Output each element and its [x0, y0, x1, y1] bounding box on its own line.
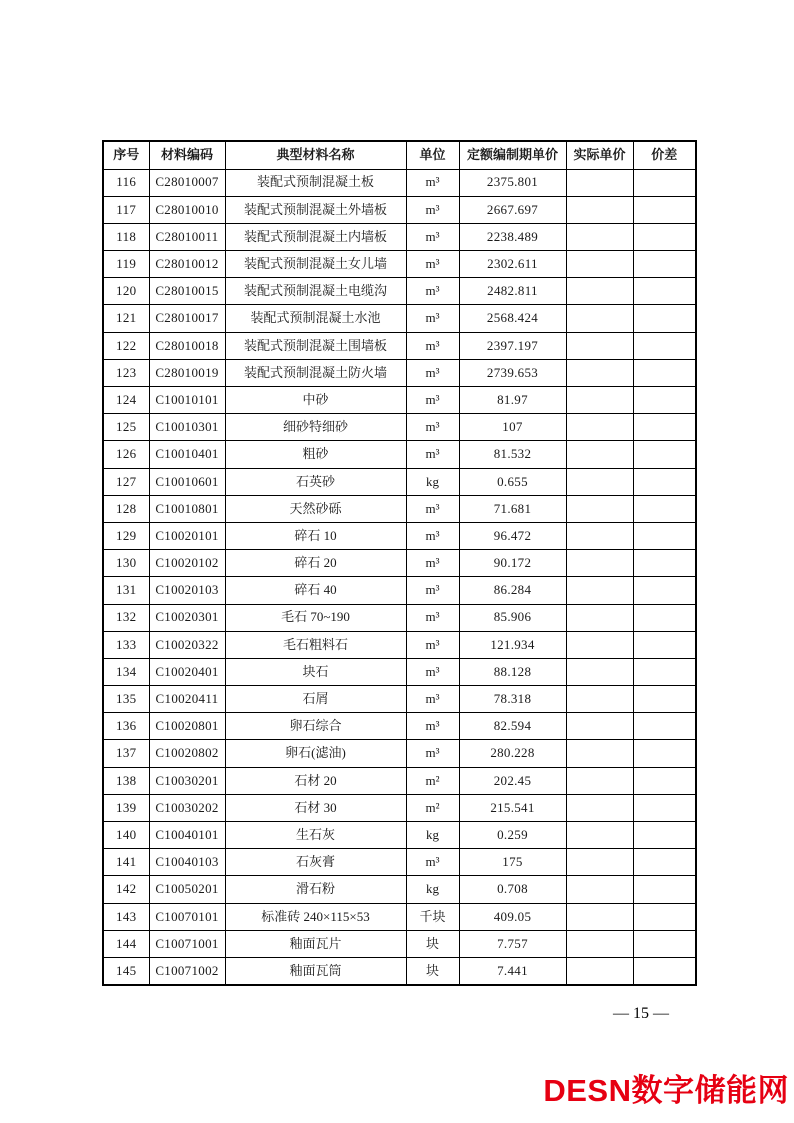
table-row	[103, 223, 696, 250]
cell-name: 装配式预制混凝土内墙板	[225, 223, 406, 250]
cell-unit: m³	[406, 631, 459, 658]
cell-price-diff	[633, 957, 696, 984]
table-row	[103, 169, 696, 196]
cell-price-diff	[633, 686, 696, 713]
cell-price-diff	[633, 468, 696, 495]
cell-serial: 123	[103, 359, 149, 386]
cell-serial: 120	[103, 278, 149, 305]
table-row	[103, 822, 696, 849]
cell-code: C10010101	[149, 387, 225, 414]
cell-code: C10020103	[149, 577, 225, 604]
cell-price-diff	[633, 495, 696, 522]
cell-unit: m³	[406, 223, 459, 250]
cell-serial: 126	[103, 441, 149, 468]
cell-actual-price	[566, 658, 633, 685]
table-body	[103, 169, 696, 985]
cell-unit: m³	[406, 658, 459, 685]
cell-actual-price	[566, 740, 633, 767]
cell-actual-price	[566, 305, 633, 332]
cell-quota-price: 85.906	[459, 604, 566, 631]
cell-serial: 118	[103, 223, 149, 250]
cell-name: 中砂	[225, 387, 406, 414]
cell-code: C28010010	[149, 196, 225, 223]
cell-name: 装配式预制混凝土板	[225, 169, 406, 196]
cell-unit: m³	[406, 414, 459, 441]
cell-quota-price: 2667.697	[459, 196, 566, 223]
cell-quota-price: 280.228	[459, 740, 566, 767]
cell-serial: 117	[103, 196, 149, 223]
cell-quota-price: 88.128	[459, 658, 566, 685]
cell-name: 卵石(滤油)	[225, 740, 406, 767]
cell-code: C10071001	[149, 930, 225, 957]
cell-actual-price	[566, 550, 633, 577]
cell-quota-price: 7.757	[459, 930, 566, 957]
cell-serial: 133	[103, 631, 149, 658]
cell-name: 天然砂砾	[225, 495, 406, 522]
table-row	[103, 957, 696, 984]
cell-quota-price: 82.594	[459, 713, 566, 740]
cell-unit: m³	[406, 441, 459, 468]
cell-serial: 135	[103, 686, 149, 713]
cell-unit: m²	[406, 794, 459, 821]
cell-serial: 127	[103, 468, 149, 495]
cell-price-diff	[633, 658, 696, 685]
cell-serial: 132	[103, 604, 149, 631]
cell-quota-price: 409.05	[459, 903, 566, 930]
cell-code: C10020411	[149, 686, 225, 713]
cell-unit: m³	[406, 522, 459, 549]
cell-actual-price	[566, 794, 633, 821]
cell-serial: 139	[103, 794, 149, 821]
cell-name: 碎石 40	[225, 577, 406, 604]
cell-serial: 125	[103, 414, 149, 441]
table-row	[103, 414, 696, 441]
cell-quota-price: 215.541	[459, 794, 566, 821]
cell-actual-price	[566, 196, 633, 223]
table-row	[103, 658, 696, 685]
cell-unit: 块	[406, 930, 459, 957]
table-row	[103, 930, 696, 957]
cell-name: 装配式预制混凝土电缆沟	[225, 278, 406, 305]
cell-name: 块石	[225, 658, 406, 685]
cell-serial: 136	[103, 713, 149, 740]
cell-actual-price	[566, 577, 633, 604]
cell-code: C10071002	[149, 957, 225, 984]
cell-serial: 143	[103, 903, 149, 930]
cell-quota-price: 2397.197	[459, 332, 566, 359]
cell-code: C10020301	[149, 604, 225, 631]
table-row	[103, 196, 696, 223]
cell-price-diff	[633, 251, 696, 278]
cell-code: C10010301	[149, 414, 225, 441]
table-row	[103, 387, 696, 414]
cell-code: C10010801	[149, 495, 225, 522]
cell-quota-price: 2568.424	[459, 305, 566, 332]
table-row	[103, 794, 696, 821]
cell-name: 装配式预制混凝土女儿墙	[225, 251, 406, 278]
cell-price-diff	[633, 278, 696, 305]
cell-name: 细砂特细砂	[225, 414, 406, 441]
column-header-code: 材料编码	[149, 141, 225, 169]
table-row	[103, 577, 696, 604]
cell-name: 生石灰	[225, 822, 406, 849]
cell-actual-price	[566, 387, 633, 414]
cell-quota-price: 121.934	[459, 631, 566, 658]
cell-quota-price: 2739.653	[459, 359, 566, 386]
cell-unit: m³	[406, 849, 459, 876]
table-row	[103, 604, 696, 631]
column-header-serial: 序号	[103, 141, 149, 169]
cell-quota-price: 7.441	[459, 957, 566, 984]
cell-unit: m³	[406, 196, 459, 223]
cell-price-diff	[633, 223, 696, 250]
cell-actual-price	[566, 903, 633, 930]
cell-code: C28010019	[149, 359, 225, 386]
cell-actual-price	[566, 495, 633, 522]
cell-quota-price: 96.472	[459, 522, 566, 549]
cell-price-diff	[633, 849, 696, 876]
cell-unit: m³	[406, 169, 459, 196]
cell-quota-price: 81.97	[459, 387, 566, 414]
cell-quota-price: 175	[459, 849, 566, 876]
cell-code: C10020802	[149, 740, 225, 767]
cell-serial: 141	[103, 849, 149, 876]
cell-name: 毛石粗料石	[225, 631, 406, 658]
cell-unit: m²	[406, 767, 459, 794]
cell-serial: 121	[103, 305, 149, 332]
cell-actual-price	[566, 251, 633, 278]
cell-price-diff	[633, 713, 696, 740]
cell-code: C10020102	[149, 550, 225, 577]
cell-actual-price	[566, 359, 633, 386]
cell-code: C28010007	[149, 169, 225, 196]
cell-unit: kg	[406, 468, 459, 495]
table-row	[103, 550, 696, 577]
cell-unit: m³	[406, 495, 459, 522]
cell-name: 标准砖 240×115×53	[225, 903, 406, 930]
cell-actual-price	[566, 849, 633, 876]
cell-code: C10050201	[149, 876, 225, 903]
table-row	[103, 713, 696, 740]
table-row	[103, 849, 696, 876]
cell-quota-price: 71.681	[459, 495, 566, 522]
cell-name: 釉面瓦片	[225, 930, 406, 957]
cell-actual-price	[566, 332, 633, 359]
column-header-name: 典型材料名称	[225, 141, 406, 169]
header-row	[103, 141, 696, 169]
cell-actual-price	[566, 957, 633, 984]
cell-unit: 千块	[406, 903, 459, 930]
table-row	[103, 740, 696, 767]
cell-name: 毛石 70~190	[225, 604, 406, 631]
cell-unit: m³	[406, 713, 459, 740]
cell-name: 碎石 10	[225, 522, 406, 549]
cell-actual-price	[566, 468, 633, 495]
cell-name: 卵石综合	[225, 713, 406, 740]
column-header-price-diff: 价差	[633, 141, 696, 169]
cell-code: C10020801	[149, 713, 225, 740]
cell-unit: kg	[406, 822, 459, 849]
cell-name: 装配式预制混凝土外墙板	[225, 196, 406, 223]
cell-serial: 142	[103, 876, 149, 903]
cell-quota-price: 107	[459, 414, 566, 441]
cell-code: C10040101	[149, 822, 225, 849]
cell-name: 石英砂	[225, 468, 406, 495]
table-row	[103, 278, 696, 305]
cell-unit: kg	[406, 876, 459, 903]
cell-name: 石灰膏	[225, 849, 406, 876]
cell-code: C10030202	[149, 794, 225, 821]
cell-actual-price	[566, 522, 633, 549]
cell-actual-price	[566, 631, 633, 658]
cell-name: 装配式预制混凝土围墙板	[225, 332, 406, 359]
cell-serial: 119	[103, 251, 149, 278]
cell-quota-price: 81.532	[459, 441, 566, 468]
cell-unit: m³	[406, 332, 459, 359]
materials-price-table	[102, 140, 697, 986]
cell-unit: m³	[406, 740, 459, 767]
cell-serial: 116	[103, 169, 149, 196]
cell-price-diff	[633, 577, 696, 604]
cell-code: C10020401	[149, 658, 225, 685]
cell-unit: 块	[406, 957, 459, 984]
cell-name: 碎石 20	[225, 550, 406, 577]
cell-price-diff	[633, 414, 696, 441]
column-header-quota-price: 定额编制期单价	[459, 141, 566, 169]
cell-quota-price: 2375.801	[459, 169, 566, 196]
cell-actual-price	[566, 930, 633, 957]
cell-price-diff	[633, 903, 696, 930]
cell-serial: 131	[103, 577, 149, 604]
cell-actual-price	[566, 713, 633, 740]
table-row	[103, 441, 696, 468]
cell-name: 滑石粉	[225, 876, 406, 903]
cell-serial: 145	[103, 957, 149, 984]
cell-actual-price	[566, 822, 633, 849]
cell-serial: 129	[103, 522, 149, 549]
desn-logo: DESN数字储能网	[543, 1073, 789, 1108]
cell-quota-price: 202.45	[459, 767, 566, 794]
cell-actual-price	[566, 169, 633, 196]
cell-code: C28010018	[149, 332, 225, 359]
cell-price-diff	[633, 305, 696, 332]
table-row	[103, 903, 696, 930]
cell-name: 粗砂	[225, 441, 406, 468]
cell-price-diff	[633, 169, 696, 196]
table-row	[103, 495, 696, 522]
cell-actual-price	[566, 876, 633, 903]
cell-unit: m³	[406, 604, 459, 631]
cell-name: 釉面瓦筒	[225, 957, 406, 984]
table-row	[103, 876, 696, 903]
table-row	[103, 468, 696, 495]
cell-price-diff	[633, 441, 696, 468]
cell-code: C10070101	[149, 903, 225, 930]
cell-quota-price: 0.708	[459, 876, 566, 903]
table-row	[103, 251, 696, 278]
cell-price-diff	[633, 930, 696, 957]
cell-quota-price: 86.284	[459, 577, 566, 604]
cell-quota-price: 2482.811	[459, 278, 566, 305]
table-row	[103, 631, 696, 658]
cell-unit: m³	[406, 251, 459, 278]
cell-price-diff	[633, 196, 696, 223]
cell-code: C10040103	[149, 849, 225, 876]
cell-serial: 138	[103, 767, 149, 794]
cell-price-diff	[633, 359, 696, 386]
cell-actual-price	[566, 604, 633, 631]
cell-name: 石屑	[225, 686, 406, 713]
cell-code: C28010015	[149, 278, 225, 305]
table-row	[103, 686, 696, 713]
table-row	[103, 305, 696, 332]
cell-quota-price: 90.172	[459, 550, 566, 577]
cell-unit: m³	[406, 577, 459, 604]
cell-unit: m³	[406, 686, 459, 713]
cell-price-diff	[633, 550, 696, 577]
column-header-unit: 单位	[406, 141, 459, 169]
cell-code: C28010017	[149, 305, 225, 332]
cell-code: C10020101	[149, 522, 225, 549]
cell-code: C28010011	[149, 223, 225, 250]
cell-actual-price	[566, 414, 633, 441]
cell-price-diff	[633, 604, 696, 631]
table-row	[103, 522, 696, 549]
cell-name: 装配式预制混凝土水池	[225, 305, 406, 332]
cell-price-diff	[633, 822, 696, 849]
cell-code: C28010012	[149, 251, 225, 278]
cell-quota-price: 2302.611	[459, 251, 566, 278]
cell-price-diff	[633, 522, 696, 549]
cell-price-diff	[633, 332, 696, 359]
cell-quota-price: 0.259	[459, 822, 566, 849]
cell-code: C10020322	[149, 631, 225, 658]
cell-actual-price	[566, 767, 633, 794]
cell-price-diff	[633, 631, 696, 658]
table-row	[103, 359, 696, 386]
table-row	[103, 332, 696, 359]
cell-name: 装配式预制混凝土防火墙	[225, 359, 406, 386]
table-row	[103, 767, 696, 794]
cell-serial: 137	[103, 740, 149, 767]
cell-unit: m³	[406, 305, 459, 332]
cell-quota-price: 78.318	[459, 686, 566, 713]
cell-serial: 140	[103, 822, 149, 849]
cell-price-diff	[633, 794, 696, 821]
cell-price-diff	[633, 767, 696, 794]
cell-serial: 128	[103, 495, 149, 522]
cell-name: 石材 20	[225, 767, 406, 794]
cell-code: C10030201	[149, 767, 225, 794]
cell-unit: m³	[406, 359, 459, 386]
cell-unit: m³	[406, 550, 459, 577]
page-number: — 15 —	[613, 1005, 669, 1022]
cell-serial: 144	[103, 930, 149, 957]
column-header-actual-price: 实际单价	[566, 141, 633, 169]
cell-quota-price: 2238.489	[459, 223, 566, 250]
cell-serial: 134	[103, 658, 149, 685]
cell-serial: 122	[103, 332, 149, 359]
cell-code: C10010401	[149, 441, 225, 468]
cell-unit: m³	[406, 278, 459, 305]
cell-actual-price	[566, 223, 633, 250]
cell-unit: m³	[406, 387, 459, 414]
cell-actual-price	[566, 278, 633, 305]
cell-price-diff	[633, 387, 696, 414]
cell-serial: 130	[103, 550, 149, 577]
cell-quota-price: 0.655	[459, 468, 566, 495]
cell-actual-price	[566, 441, 633, 468]
cell-price-diff	[633, 740, 696, 767]
cell-serial: 124	[103, 387, 149, 414]
cell-name: 石材 30	[225, 794, 406, 821]
cell-code: C10010601	[149, 468, 225, 495]
cell-price-diff	[633, 876, 696, 903]
cell-actual-price	[566, 686, 633, 713]
